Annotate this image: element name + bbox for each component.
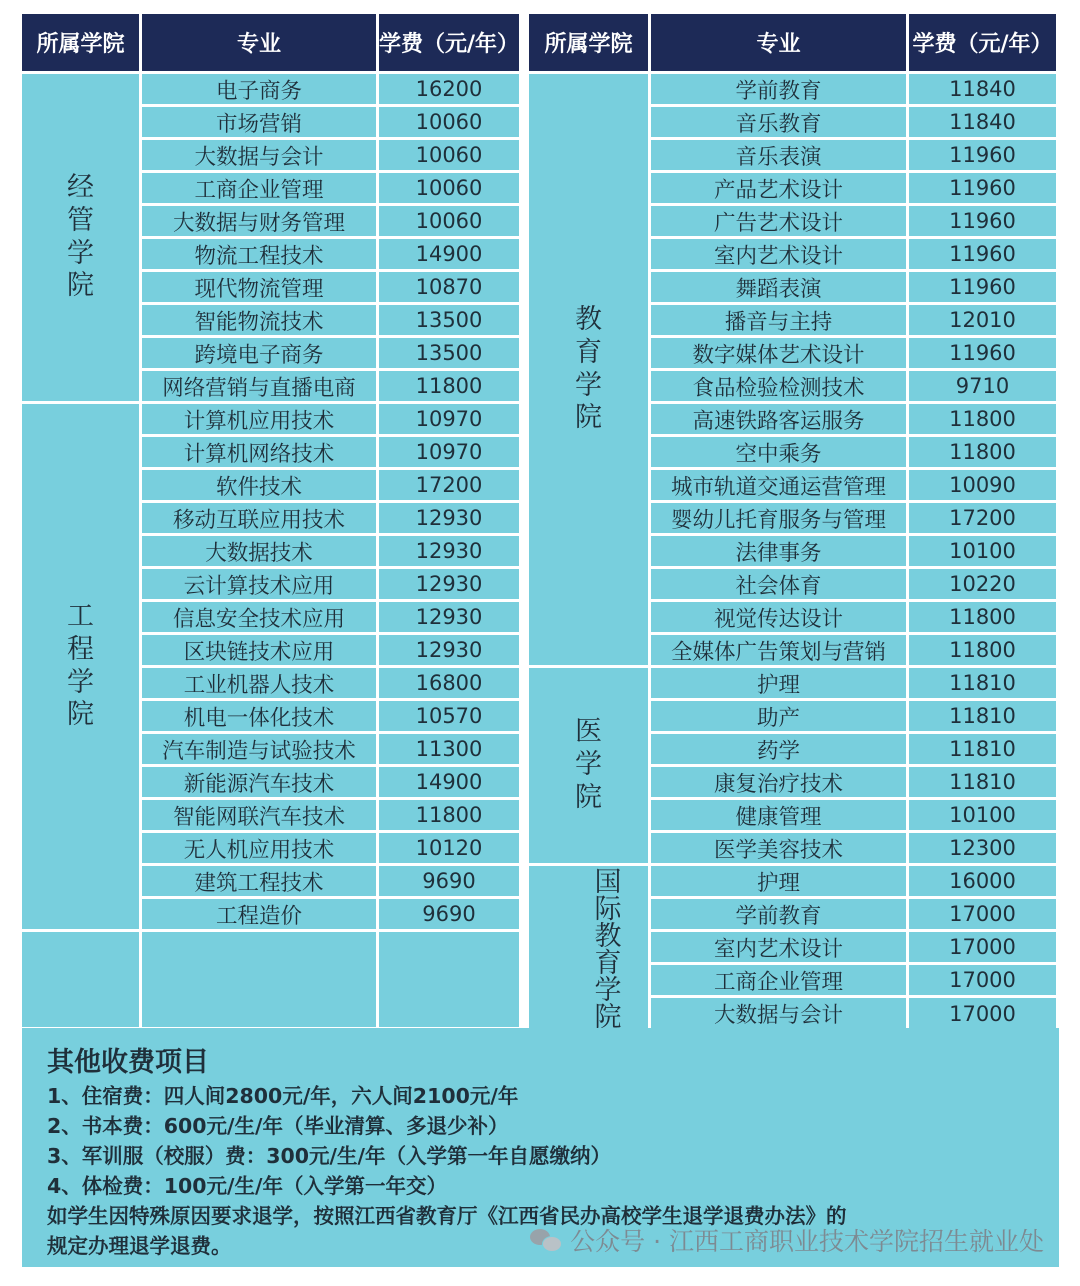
major-cell: 音乐表演 — [651, 140, 906, 170]
fee-note-line: 2、书本费：600元/生/年（毕业清算、多退少补） — [47, 1114, 509, 1138]
fee-cell: 9710 — [909, 371, 1056, 401]
fee-cell: 12930 — [379, 602, 519, 632]
fee-cell: 11840 — [909, 74, 1056, 104]
major-cell: 大数据与会计 — [651, 998, 906, 1029]
fee-cell: 11810 — [909, 734, 1056, 764]
fee-cell: 10060 — [379, 107, 519, 137]
major-cell: 工商企业管理 — [651, 965, 906, 995]
major-cell: 食品检验检测技术 — [651, 371, 906, 401]
college-cell-jingguan — [22, 74, 139, 401]
major-cell: 网络营销与直播电商 — [142, 371, 376, 401]
fee-cell: 9690 — [379, 866, 519, 896]
fee-cell: 10060 — [379, 206, 519, 236]
major-cell: 舞蹈表演 — [651, 272, 906, 302]
major-cell: 广告艺术设计 — [651, 206, 906, 236]
major-cell: 婴幼儿托育服务与管理 — [651, 503, 906, 533]
major-cell: 大数据与会计 — [142, 140, 376, 170]
major-cell: 护理 — [651, 866, 906, 896]
header-college: 所属学院 — [22, 14, 139, 71]
major-cell: 助产 — [651, 701, 906, 731]
fee-cell: 16200 — [379, 74, 519, 104]
major-cell: 区块链技术应用 — [142, 635, 376, 665]
fee-cell: 11800 — [379, 800, 519, 830]
major-cell: 数字媒体艺术设计 — [651, 338, 906, 368]
major-cell: 无人机应用技术 — [142, 833, 376, 863]
empty-cell — [379, 932, 519, 1027]
fee-table-right — [529, 14, 1059, 1029]
fee-cell: 12930 — [379, 569, 519, 599]
major-cell: 计算机应用技术 — [142, 404, 376, 434]
major-cell: 云计算技术应用 — [142, 569, 376, 599]
college-name: 工程学院 — [67, 600, 94, 731]
refund-note-line: 如学生因特殊原因要求退学，按照江西省教育厅《江西省民办高校学生退学退费办法》的 — [47, 1204, 847, 1228]
fee-cell: 14900 — [379, 767, 519, 797]
major-cell: 市场营销 — [142, 107, 376, 137]
fee-cell: 10100 — [909, 800, 1056, 830]
major-cell: 软件技术 — [142, 470, 376, 500]
fee-cell: 11800 — [909, 602, 1056, 632]
major-cell: 学前教育 — [651, 74, 906, 104]
major-cell: 跨境电子商务 — [142, 338, 376, 368]
major-cell: 高速铁路客运服务 — [651, 404, 906, 434]
major-cell: 大数据与财务管理 — [142, 206, 376, 236]
fee-cell: 13500 — [379, 338, 519, 368]
other-fees-title: 其他收费项目 — [47, 1047, 209, 1078]
header-major: 专业 — [142, 14, 376, 71]
fee-cell: 11960 — [909, 338, 1056, 368]
fee-cell: 11800 — [379, 371, 519, 401]
fee-table-left — [22, 14, 522, 1027]
fee-cell: 11300 — [379, 734, 519, 764]
major-cell: 社会体育 — [651, 569, 906, 599]
fee-cell: 11810 — [909, 701, 1056, 731]
major-cell: 学前教育 — [651, 899, 906, 929]
major-cell: 健康管理 — [651, 800, 906, 830]
fee-note-line: 4、体检费：100元/生/年（入学第一年交） — [47, 1174, 448, 1198]
major-cell: 移动互联应用技术 — [142, 503, 376, 533]
college-cell-guoji — [529, 866, 648, 1029]
college-cell-gongcheng — [22, 404, 139, 929]
major-cell: 空中乘务 — [651, 437, 906, 467]
major-cell: 法律事务 — [651, 536, 906, 566]
major-cell: 全媒体广告策划与营销 — [651, 635, 906, 665]
fee-cell: 11960 — [909, 206, 1056, 236]
fee-cell: 17200 — [909, 503, 1056, 533]
fee-cell: 17200 — [379, 470, 519, 500]
header-fee: 学费（元/年） — [379, 14, 519, 71]
major-cell: 室内艺术设计 — [651, 932, 906, 962]
major-cell: 护理 — [651, 668, 906, 698]
fee-cell: 11960 — [909, 140, 1056, 170]
major-cell: 新能源汽车技术 — [142, 767, 376, 797]
fee-cell: 12930 — [379, 503, 519, 533]
major-cell: 计算机网络技术 — [142, 437, 376, 467]
fee-cell: 17000 — [909, 932, 1056, 962]
major-cell: 智能网联汽车技术 — [142, 800, 376, 830]
major-cell: 智能物流技术 — [142, 305, 376, 335]
empty-cell — [142, 932, 376, 1027]
watermark — [530, 1222, 1044, 1258]
fee-cell: 17000 — [909, 998, 1056, 1029]
header-major: 专业 — [651, 14, 906, 71]
fee-cell: 11800 — [909, 404, 1056, 434]
fee-cell: 11810 — [909, 668, 1056, 698]
fee-cell: 12300 — [909, 833, 1056, 863]
fee-cell: 17000 — [909, 965, 1056, 995]
major-cell: 播音与主持 — [651, 305, 906, 335]
major-cell: 现代物流管理 — [142, 272, 376, 302]
fee-cell: 10100 — [909, 536, 1056, 566]
fee-cell: 11840 — [909, 107, 1056, 137]
fee-cell: 16800 — [379, 668, 519, 698]
major-cell: 医学美容技术 — [651, 833, 906, 863]
fee-note-line: 3、军训服（校服）费：300元/生/年（入学第一年自愿缴纳） — [47, 1144, 612, 1168]
fee-cell: 10120 — [379, 833, 519, 863]
fee-cell: 12930 — [379, 536, 519, 566]
watermark-text: 公众号 · 江西工商职业技术学院招生就业处 — [570, 1227, 1044, 1256]
major-cell: 物流工程技术 — [142, 239, 376, 269]
fee-cell: 11800 — [909, 437, 1056, 467]
major-cell: 工商企业管理 — [142, 173, 376, 203]
major-cell: 大数据技术 — [142, 536, 376, 566]
fee-cell: 10060 — [379, 173, 519, 203]
college-cell-yixue — [529, 668, 648, 863]
college-name: 教育学院 — [575, 303, 602, 434]
fee-cell: 10970 — [379, 437, 519, 467]
fee-cell: 10220 — [909, 569, 1056, 599]
major-cell: 室内艺术设计 — [651, 239, 906, 269]
college-name: 国际教育学院 — [589, 866, 621, 1029]
major-cell: 产品艺术设计 — [651, 173, 906, 203]
fee-cell: 10060 — [379, 140, 519, 170]
header-fee: 学费（元/年） — [909, 14, 1056, 71]
fee-cell: 9690 — [379, 899, 519, 929]
major-cell: 工程造价 — [142, 899, 376, 929]
major-cell: 工业机器人技术 — [142, 668, 376, 698]
major-cell: 汽车制造与试验技术 — [142, 734, 376, 764]
fee-cell: 13500 — [379, 305, 519, 335]
major-cell: 药学 — [651, 734, 906, 764]
fee-cell: 14900 — [379, 239, 519, 269]
refund-note-line: 规定办理退学退费。 — [47, 1234, 232, 1258]
fee-cell: 12010 — [909, 305, 1056, 335]
fee-cell: 11810 — [909, 767, 1056, 797]
major-cell: 音乐教育 — [651, 107, 906, 137]
empty-cell — [22, 932, 139, 1027]
header-college: 所属学院 — [529, 14, 648, 71]
major-cell: 机电一体化技术 — [142, 701, 376, 731]
fee-cell: 12930 — [379, 635, 519, 665]
major-cell: 建筑工程技术 — [142, 866, 376, 896]
fee-cell: 10090 — [909, 470, 1056, 500]
major-cell: 康复治疗技术 — [651, 767, 906, 797]
major-cell: 电子商务 — [142, 74, 376, 104]
fee-cell: 10970 — [379, 404, 519, 434]
fee-cell: 10870 — [379, 272, 519, 302]
fee-cell: 10570 — [379, 701, 519, 731]
major-cell: 信息安全技术应用 — [142, 602, 376, 632]
fee-cell: 11960 — [909, 272, 1056, 302]
major-cell: 视觉传达设计 — [651, 602, 906, 632]
fee-cell: 17000 — [909, 899, 1056, 929]
college-name: 经管学院 — [67, 171, 94, 302]
fee-cell: 11960 — [909, 239, 1056, 269]
major-cell: 城市轨道交通运营管理 — [651, 470, 906, 500]
fee-cell: 16000 — [909, 866, 1056, 896]
fee-note-line: 1、住宿费：四人间2800元/年，六人间2100元/年 — [47, 1084, 519, 1108]
college-name: 医学院 — [575, 716, 602, 813]
fee-cell: 11800 — [909, 635, 1056, 665]
fee-cell: 11960 — [909, 173, 1056, 203]
college-cell-jiaoyu — [529, 74, 648, 665]
wechat-icon — [530, 1227, 562, 1253]
